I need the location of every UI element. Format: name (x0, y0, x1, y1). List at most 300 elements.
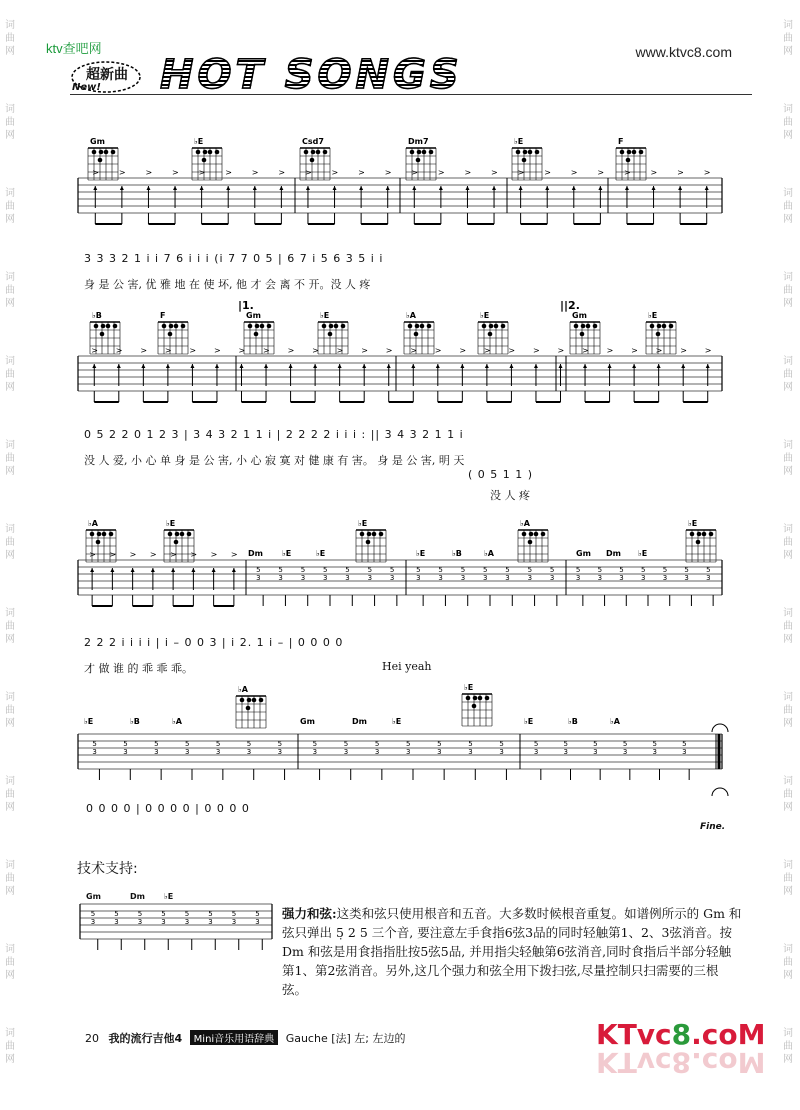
staff-3-fret: 3 (460, 574, 466, 582)
site-name-left[interactable]: ktv查吧网 (46, 41, 102, 56)
staff-4-fret: 3 (593, 748, 598, 756)
watermark-char: 词 (5, 524, 15, 535)
staff-1-arrow (492, 186, 496, 190)
watermark-char: 词 (5, 20, 15, 31)
watermark-char: 词 (783, 440, 793, 451)
watermark-char: 曲 (5, 201, 15, 212)
watermark-char: 网 (783, 886, 793, 897)
watermark-char: 网 (783, 46, 793, 57)
staff-3-fret: 3 (619, 574, 624, 582)
tech-body: 这类和弦只使用根音和五音。大多数时候根音重复。如谱例所示的 Gm 和弦只弹出 5̣ 2 5 三个音, 要注意左手食指6弦3品的同时轻触第1、2、3弦消音。按Dm 和弦是用食指指肚按5弦5品, 并用指尖轻触第6弦消音,同时食指后半部分轻触第1、第2弦消音。另外,这几个强力和弦全用下拨扫弦,尽量控制只扫需要的三根弦。 (282, 906, 742, 997)
chord-diagram (462, 683, 492, 726)
notation-line-2: 0 5 2 2 0 1 2 3 | 3 4 3 2 1 1 i | 2 2 2 2 i i i : || 3 4 3 2 1 1 i (84, 428, 464, 441)
watermark-char: 词 (5, 188, 15, 199)
chord-diagram (616, 137, 646, 180)
watermark-char: 网 (5, 550, 15, 561)
chord-name: ♭A (172, 717, 182, 726)
staff-1-accent: > (172, 168, 179, 177)
staff-3-fret: 5 (706, 566, 711, 574)
staff-1-accent: > (278, 168, 286, 177)
watermark-char: 词 (783, 860, 793, 871)
staff-1-accent: > (118, 168, 126, 177)
staff-3-accent: > (170, 550, 177, 559)
staff-2-arrow (583, 364, 587, 368)
staff-1-accent: > (544, 168, 551, 177)
watermark-char: 词 (783, 272, 793, 283)
staff-3-fret: 5 (641, 566, 646, 574)
watermark-char: 曲 (5, 873, 15, 884)
chord-diagram (404, 311, 434, 354)
staff-4-fret: 5 (682, 740, 687, 748)
staff-2-accent: > (287, 346, 295, 355)
ktvc8-logo-reflection: KTvc8.coM (596, 1046, 766, 1079)
site-url-right[interactable]: www.ktvc8.com (635, 44, 732, 60)
watermark-char: 曲 (783, 957, 793, 968)
staff-2-accent: > (582, 346, 589, 355)
watermark-char: 词 (783, 692, 793, 703)
staff-1-arrow (439, 186, 443, 190)
staff-2-accent: > (704, 346, 712, 355)
staff-1-arrow (652, 186, 656, 190)
staff-4-fret: 3 (123, 748, 128, 756)
chord-name: ♭E (84, 717, 94, 726)
staff-3-fret: 3 (300, 574, 306, 582)
chord-name: Gm (572, 311, 587, 320)
staff-1-arrow (519, 186, 523, 190)
chord-diagram (686, 519, 716, 562)
staff-2-arrow (240, 364, 244, 368)
watermark-char: 网 (5, 46, 15, 57)
staff-2-accent: > (655, 346, 663, 355)
staff-3-fret: 5 (684, 566, 689, 574)
watermark-char: 词 (5, 776, 15, 787)
watermark-char: 曲 (5, 33, 15, 44)
chord-name: Gm (300, 717, 315, 726)
chord-name: ♭E (166, 519, 176, 528)
staff-4-fret: 5 (652, 740, 657, 748)
staff-1-arrow (146, 186, 150, 190)
chord-name: ♭B (452, 549, 462, 558)
watermark-char: 词 (5, 1028, 15, 1039)
watermark-char: 词 (783, 20, 793, 31)
tech-staff-fret: 3 (90, 918, 96, 926)
watermark-char: 网 (5, 298, 15, 309)
staff-1-accent: > (677, 168, 684, 177)
page-footer (85, 1030, 406, 1046)
fermata (712, 724, 728, 732)
watermark-char: 词 (5, 860, 15, 871)
watermark-char: 网 (5, 634, 15, 645)
staff-2-arrow (264, 364, 268, 368)
staff-3-fret: 5 (597, 566, 603, 574)
tech-chord-eb: ♭E (164, 892, 174, 901)
staff-1-arrow (412, 186, 416, 190)
chord-diagram (318, 311, 348, 354)
watermark-char: 网 (783, 970, 793, 981)
staff-1-arrow (545, 186, 549, 190)
watermark-char: 词 (783, 356, 793, 367)
staff-2-arrow (485, 364, 489, 368)
staff-3-fret: 3 (706, 574, 711, 582)
staff-2-arrow (681, 364, 685, 368)
staff-1-accent: > (411, 168, 418, 177)
staff-1-arrow (200, 186, 204, 190)
watermark-char: 网 (5, 130, 15, 141)
tech-staff-fret: 3 (231, 918, 237, 926)
chord-name: F (618, 137, 624, 146)
watermark-char: 曲 (5, 957, 15, 968)
lyric-line-2: 没 人 爱, 小 心 单 身 是 公 害, 小 心 寂 寞 对 健 康 有 害。 身 是 公 害, 明 天 (84, 454, 465, 467)
staff-3-accent: > (149, 550, 157, 559)
staff-1-arrow (93, 186, 97, 190)
staff-4-fret: 5 (92, 740, 97, 748)
lyric-line-1: 身 是 公 害, 优 雅 地 在 使 坏, 他 才 会 离 不 开。没 人 疼 (84, 278, 371, 291)
badge-bottom-text: New! (72, 82, 101, 93)
staff-4-fret: 5 (533, 740, 539, 748)
hot-songs-banner: HOT SONGS (160, 52, 463, 98)
ktvc8-logo: KTvc8.coM (596, 1018, 766, 1051)
watermark-char: 网 (5, 1054, 15, 1065)
staff-3-arrow (151, 568, 155, 572)
tech-staff-fret: 5 (208, 910, 213, 918)
chord-name: ♭B (568, 717, 578, 726)
watermark-char: 曲 (783, 285, 793, 296)
watermark-char: 曲 (783, 705, 793, 716)
chord-name: Csd7 (302, 137, 324, 146)
staff-2-arrow (141, 364, 145, 368)
staff-4-fret: 5 (563, 740, 568, 748)
staff-2-accent: > (361, 346, 368, 355)
lyric-line-2b: 没 人 疼 (490, 489, 530, 502)
watermark-char: 网 (5, 970, 15, 981)
staff-3-fret: 5 (662, 566, 668, 574)
staff-4-fret: 5 (468, 740, 473, 748)
watermark-char: 曲 (783, 117, 793, 128)
watermark-char: 曲 (5, 537, 15, 548)
tech-explanation (282, 904, 742, 999)
chord-name: ♭A (484, 549, 494, 558)
watermark-char: 曲 (783, 789, 793, 800)
tech-staff-fret: 5 (255, 910, 260, 918)
staff-1-arrow (226, 186, 230, 190)
watermark-char: 网 (783, 298, 793, 309)
staff-2-arrow (706, 364, 710, 368)
staff-4-fret: 3 (246, 748, 252, 756)
tech-staff-fret: 5 (90, 910, 96, 918)
staff-1-accent: > (623, 168, 631, 177)
tech-staff-fret: 3 (137, 918, 143, 926)
staff-2-arrow (362, 364, 366, 368)
watermark-char: 词 (5, 104, 15, 115)
staff-2-arrow (215, 364, 219, 368)
staff-2-arrow (411, 364, 415, 368)
staff-1-accent: > (517, 168, 525, 177)
staff-3-fret: 5 (300, 566, 306, 574)
staff-2-arrow (117, 364, 121, 368)
chord-name: ♭A (520, 519, 530, 528)
watermark-char: 曲 (5, 117, 15, 128)
chord-name: ♭A (406, 311, 416, 320)
staff-1-accent: > (437, 168, 445, 177)
staff-3-accent: > (129, 550, 137, 559)
staff-4-fret: 3 (437, 748, 442, 756)
staff-1-accent: > (331, 168, 339, 177)
staff-3-fret: 3 (505, 574, 510, 582)
staff-4-fret: 5 (622, 740, 628, 748)
watermark-char: 曲 (783, 621, 793, 632)
staff-2-accent: > (164, 346, 172, 355)
tech-staff-fret: 5 (184, 910, 190, 918)
notation-line-1: 3 3 3 2 1 i i 7 6 i i i (i 7 7 0 5 | 6 7 i 5 6 3 5 i i (84, 252, 384, 265)
chord-name: Gm (576, 549, 591, 558)
watermark-char: 网 (5, 382, 15, 393)
staff-3-arrow (110, 568, 114, 572)
staff-3-arrow (131, 568, 135, 572)
staff-3-fret: 5 (438, 566, 443, 574)
staff-4-fret: 5 (374, 740, 380, 748)
staff-1-accent: > (251, 168, 259, 177)
staff-2-arrow (387, 364, 391, 368)
staff-4-fret: 3 (682, 748, 687, 756)
chord-name: Gm (90, 137, 105, 146)
staff-3-fret: 3 (345, 574, 350, 582)
staff-4-fret: 5 (154, 740, 159, 748)
chord-name: ♭A (238, 685, 248, 694)
watermark-char: 曲 (5, 369, 15, 380)
staff-3-fret: 3 (367, 574, 373, 582)
page-number: 20 (85, 1032, 99, 1045)
watermark-char: 网 (5, 718, 15, 729)
chord-name: Gm (246, 311, 261, 320)
watermark-char: 曲 (783, 33, 793, 44)
book-title: 我的流行吉他4 (108, 1032, 183, 1045)
notation-line-3: 2 2 2 i i i i | i – 0 0 3 | i 2. 1 i – | 0 0 0 0 (84, 636, 344, 649)
staff-3-accent: > (89, 550, 96, 559)
staff-4-fret: 3 (652, 748, 657, 756)
staff-4-fret: 5 (123, 740, 128, 748)
staff-1-arrow (705, 186, 709, 190)
watermark-char: 网 (5, 886, 15, 897)
term-definition: Gauche [法] 左; 左边的 (285, 1032, 406, 1045)
staff-2-arrow (509, 364, 513, 368)
staff-3-fret: 5 (389, 566, 395, 574)
chord-name: ♭E (688, 519, 698, 528)
chord-diagram (236, 685, 266, 728)
chord-name: ♭A (88, 519, 98, 528)
staff-1-accent: > (225, 168, 232, 177)
watermark-char: 词 (5, 356, 15, 367)
watermark-char: 网 (5, 466, 15, 477)
staff-2-accent: > (680, 346, 687, 355)
staff-4-fret: 3 (533, 748, 539, 756)
watermark-char: 曲 (5, 705, 15, 716)
watermark-char: 曲 (5, 789, 15, 800)
tech-staff-fret: 3 (114, 918, 119, 926)
staff-2-arrow (436, 364, 440, 368)
chord-name: ♭E (392, 717, 402, 726)
chord-name: ♭E (524, 717, 534, 726)
staff-3-fret: 3 (684, 574, 689, 582)
staff-1-arrow (572, 186, 576, 190)
staff-1-arrow (359, 186, 363, 190)
staff-2-accent: > (312, 346, 319, 355)
chord-name: Dm (606, 549, 621, 558)
watermark-char: 曲 (5, 621, 15, 632)
watermark-char: 词 (5, 608, 15, 619)
staff-2-arrow (166, 364, 170, 368)
chord-name: ♭E (282, 549, 292, 558)
staff-2-arrow (657, 364, 661, 368)
staff-2-arrow (608, 364, 612, 368)
staff-4-fret: 3 (215, 748, 221, 756)
watermark-char: 词 (783, 608, 793, 619)
staff-3-arrow (212, 568, 216, 572)
watermark-char: 词 (783, 944, 793, 955)
watermark-char: 网 (783, 634, 793, 645)
staff-2-accent: > (532, 346, 540, 355)
staff-2-accent: > (213, 346, 221, 355)
chord-name: ♭E (194, 137, 204, 146)
staff-2-accent: > (263, 346, 270, 355)
series-title: Mini音乐用语辞典 (190, 1030, 279, 1045)
staff-3-accent: > (230, 550, 238, 559)
staff-4-fret: 5 (215, 740, 221, 748)
chord-name: ♭B (130, 717, 140, 726)
lyric-line-3: 才 做 谁 的 乖 乖 乖。 (84, 662, 193, 675)
staff-2-arrow (632, 364, 636, 368)
staff-1-accent: > (703, 168, 711, 177)
staff-2-accent: > (434, 346, 442, 355)
chord-diagram (518, 519, 548, 562)
chord-name: ♭E (416, 549, 426, 558)
chord-name: ♭E (316, 549, 326, 558)
chord-name: ♭E (638, 549, 648, 558)
staff-1-arrow (333, 186, 337, 190)
staff-1-arrow (279, 186, 283, 190)
staff-3-fret: 3 (662, 574, 668, 582)
staff-1-accent: > (358, 168, 365, 177)
staff-2-accent: > (631, 346, 638, 355)
staff-1-arrow (598, 186, 602, 190)
staff-4-fret: 5 (437, 740, 442, 748)
chord-diagram (192, 137, 222, 180)
chord-name: Dm7 (408, 137, 429, 146)
chord-diagram (356, 519, 386, 562)
chord-name: ♭A (610, 717, 620, 726)
chord-name: ♭E (648, 311, 658, 320)
staff-2-arrow (92, 364, 96, 368)
staff-3-fret: 5 (256, 566, 261, 574)
staff-3-arrow (191, 568, 195, 572)
staff-1-arrow (625, 186, 629, 190)
staff-1-accent: > (464, 168, 472, 177)
tech-staff-fret: 5 (161, 910, 166, 918)
staff-1-arrow (306, 186, 310, 190)
tech-staff-fret: 3 (184, 918, 190, 926)
fine-mark: Fine. (700, 822, 726, 832)
staff-4-fret: 3 (154, 748, 159, 756)
watermark-char: 词 (5, 944, 15, 955)
watermark-char: 词 (5, 692, 15, 703)
watermark-char: 网 (783, 802, 793, 813)
staff-2-accent: > (189, 346, 197, 355)
staff-1-accent: > (650, 168, 658, 177)
watermark-char: 网 (5, 802, 15, 813)
watermark-char: 词 (783, 524, 793, 535)
watermark-char: 曲 (5, 453, 15, 464)
staff-4-fret: 5 (593, 740, 598, 748)
staff-3-accent: > (210, 550, 218, 559)
staff-2-arrow (559, 364, 563, 368)
staff-2-accent: > (483, 346, 491, 355)
staff-3-fret: 5 (460, 566, 466, 574)
tech-staff-fret: 5 (137, 910, 143, 918)
staff-4-fret: 3 (185, 748, 190, 756)
chord-name: ♭E (320, 311, 330, 320)
tech-chord-gm: Gm (86, 892, 101, 901)
staff-3-fret: 3 (641, 574, 646, 582)
staff-1-accent: > (92, 168, 99, 177)
staff-3-fret: 3 (575, 574, 581, 582)
staff-2-arrow (338, 364, 342, 368)
staff-3-fret: 3 (256, 574, 261, 582)
staff-1-accent: > (491, 168, 498, 177)
staff-3-fret: 3 (278, 574, 283, 582)
chord-name: F (160, 311, 166, 320)
staff-1-arrow (173, 186, 177, 190)
staff-3-arrow (90, 568, 94, 572)
fermata-2 (712, 788, 728, 796)
watermark-char: 曲 (783, 453, 793, 464)
staff-2-arrow (534, 364, 538, 368)
staff-2-accent: > (140, 346, 148, 355)
staff-2-arrow (289, 364, 293, 368)
watermark-char: 曲 (783, 873, 793, 884)
staff-2-accent: > (557, 346, 565, 355)
watermark-char: 词 (783, 188, 793, 199)
watermark-char: 曲 (783, 537, 793, 548)
volta-2: ||2. (560, 299, 580, 312)
staff-3-fret: 5 (619, 566, 624, 574)
staff-4-fret: 5 (499, 740, 504, 748)
staff-1-accent: > (570, 168, 578, 177)
tech-chord-dm: Dm (130, 892, 145, 901)
watermark-char: 曲 (783, 201, 793, 212)
staff-4-fret: 3 (312, 748, 318, 756)
staff-3-fret: 5 (549, 566, 555, 574)
watermark-char: 网 (5, 214, 15, 225)
chord-name: ♭E (514, 137, 524, 146)
chord-diagram (478, 311, 508, 354)
notation-line-4: 0 0 0 0 | 0 0 0 0 | 0 0 0 0 (86, 802, 250, 815)
staff-4-fret: 5 (246, 740, 252, 748)
chord-name: ♭E (480, 311, 490, 320)
watermark-char: 词 (5, 272, 15, 283)
staff-3-fret: 5 (345, 566, 350, 574)
chord-name: ♭E (358, 519, 368, 528)
staff-4-fret: 5 (406, 740, 411, 748)
staff-2-accent: > (459, 346, 467, 355)
staff-4-fret: 3 (343, 748, 349, 756)
staff-3-fret: 5 (367, 566, 373, 574)
staff-4-fret: 5 (185, 740, 190, 748)
staff-4-fret: 3 (563, 748, 568, 756)
staff-2-accent: > (91, 346, 98, 355)
staff-3-arrow (171, 568, 175, 572)
staff-3-fret: 5 (505, 566, 510, 574)
staff-2-accent: > (115, 346, 123, 355)
staff-4-fret: 3 (622, 748, 628, 756)
